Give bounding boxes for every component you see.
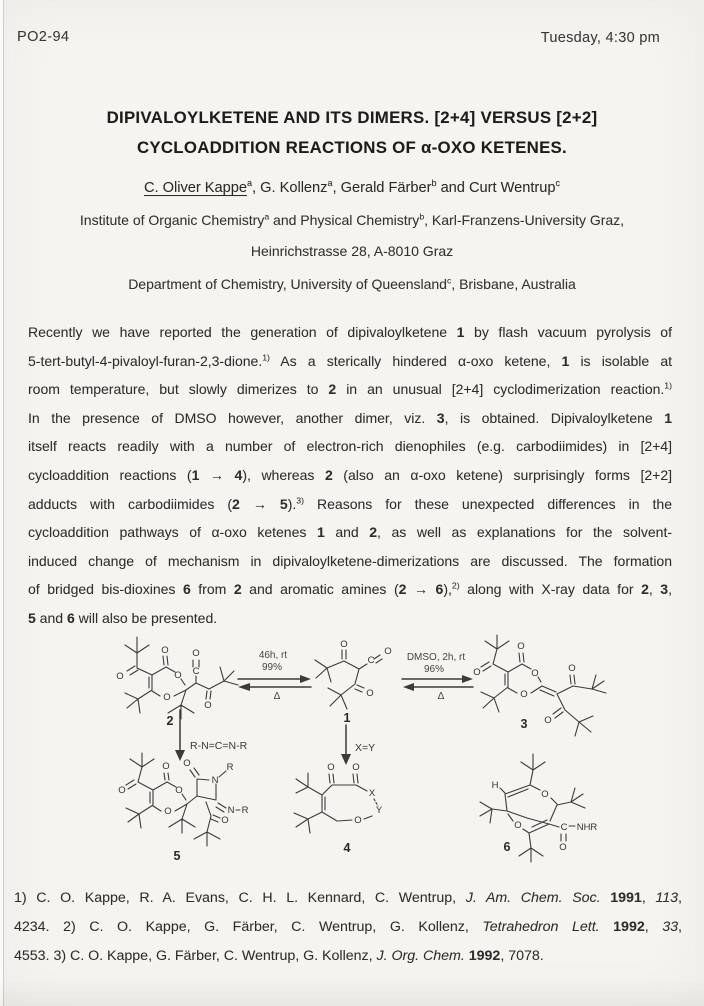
abstract-line: cycloaddition reactions (1 → 4), whereas 2 (also an α-oxo ketene) surprisingly forms [2+2] <box>28 466 673 483</box>
affiliation-line-3: Department of Chemistry, University of Queensland$^c$, Brisbane, Australia <box>128 275 576 292</box>
atom-label-o: O <box>164 806 172 817</box>
abstract-line: cycloaddition pathways of α-oxo ketenes 1 and 2, as well as explanations for the solvent- <box>28 524 673 541</box>
abstract-line: adducts with carbodiimides (2 → 5).$^{3)}$ Reasons for these unexpected differences in the <box>28 494 672 512</box>
atom-label-o: O <box>183 758 191 769</box>
abstract-line: 5-tert-butyl-4-pivaloyl-furan-2,3-dione.$^{1)}$ As a sterically hindered α-oxo ketene, 1 is isolable at <box>28 351 672 369</box>
compound-1-structure <box>315 639 392 725</box>
abstract-line: induced change of mechanism in dipivaloylketene-dimerizations are discussed. The formation <box>28 552 672 569</box>
atom-label-o: O <box>544 715 552 726</box>
compound-6-structure <box>480 754 597 862</box>
atom-label-o: O <box>352 762 360 773</box>
atom-label-o: O <box>541 789 549 800</box>
reagent-label-carbodiimide: R-N=C=N-R <box>190 740 248 752</box>
reference-line: 1) C. O. Kappe, R. A. Evans, C. H. L. Kennard, C. Wentrup, J. Am. Chem. Soc. 1991, 113, <box>14 890 682 906</box>
atom-label-o: O <box>204 700 212 711</box>
paper-title <box>0 103 704 163</box>
reagent-label-dienophile: X=Y <box>355 742 376 754</box>
carbodiimide-arrow-2-5 <box>175 710 248 761</box>
paper-title-line2: CYCLOADDITION REACTIONS OF α-OXO KETENES. <box>136 138 568 157</box>
atom-label-c: C <box>367 655 375 666</box>
compound-label-5: 5 <box>173 849 181 863</box>
compound-label-6: 6 <box>503 840 511 854</box>
atom-label-o: O <box>161 645 169 656</box>
reference-line: 4553. 3) C. O. Kappe, G. Färber, C. Wentrup, G. Kollenz, J. Org. Chem. 1992, 7078. <box>14 948 544 964</box>
abstract-line: of bridged bis-dioxines 6 from 2 and aromatic amines (2 → 6),$^{2)}$ along with X-ray data for 2, 3, <box>28 580 672 598</box>
forward-arrowhead-icon <box>300 675 311 683</box>
down-arrowhead-icon <box>341 754 351 765</box>
equilibrium-arrows-2-1 <box>238 650 311 702</box>
compound-5-structure <box>118 753 248 863</box>
forward-arrowhead-icon <box>462 675 473 683</box>
authors-line: C. Oliver Kappe$^a$, G. Kollenz$^a$, Gerald Färber$^b$ and Curt Wentrup$^c$ <box>143 178 561 196</box>
reaction-scheme <box>0 622 704 892</box>
reference-line: 4234. 2) C. O. Kappe, G. Färber, C. Wentrup, G. Kollenz, Tetrahedron Lett. 1992, 33, <box>14 919 682 935</box>
atom-label-o: O <box>520 689 528 700</box>
atom-label-nhr: NHR <box>576 822 598 833</box>
atom-label-o: O <box>473 667 481 678</box>
atom-label-o: O <box>514 820 522 831</box>
atom-label-o: O <box>118 785 126 796</box>
atom-label-o: O <box>192 648 200 659</box>
compound-6-bonds <box>480 754 585 862</box>
atom-label-n: N <box>211 775 219 786</box>
atom-label-o: O <box>174 670 182 681</box>
abstract-line: In the presence of DMSO however, another dimer, viz. 3, is obtained. Dipivaloylketene 1 <box>28 409 673 426</box>
compound-label-1: 1 <box>343 711 351 725</box>
abstract-line: room temperature, but slowly dimerizes to 2 in an unusual [2+4] cyclodimerization reaction.$^{1)}$ <box>28 380 672 398</box>
atom-label-o: O <box>116 671 124 682</box>
atom-label-o: O <box>221 815 229 826</box>
atom-label-o: O <box>517 641 525 652</box>
abstract-paragraph <box>28 318 672 633</box>
reaction-yield: 96% <box>423 664 445 675</box>
atom-label-o: O <box>354 815 362 826</box>
compound-3-structure <box>473 635 606 736</box>
reverse-condition-delta: Δ <box>437 691 445 702</box>
atom-label-o: O <box>340 639 348 650</box>
paper-title-line1: DIPIVALOYLKETENE AND ITS DIMERS. [2+4] VERSUS [2+2] <box>106 108 598 127</box>
atom-label-c: C <box>560 822 568 833</box>
session-time: Tuesday, 4:30 pm <box>540 30 660 46</box>
compound-label-2: 2 <box>166 714 174 728</box>
reaction-yield: 99% <box>261 662 283 673</box>
atom-label-c: C <box>192 666 200 677</box>
atom-label-o: O <box>568 663 576 674</box>
abstract-line: 5 and 6 will also be presented. <box>28 609 218 626</box>
atom-label-o: O <box>162 761 170 772</box>
reverse-arrowhead-icon <box>403 683 414 691</box>
atom-label-h: H <box>491 780 499 791</box>
atom-label-y: Y <box>375 805 383 816</box>
atom-label-n: N <box>227 805 235 816</box>
atom-label-o: O <box>559 842 567 853</box>
atom-label-o: O <box>327 762 335 773</box>
atom-label-r: R <box>226 762 234 773</box>
affiliation-line-2: Heinrichstrasse 28, A-8010 Graz <box>250 243 454 259</box>
abstract-line: itself reacts readily with a number of electron-rich dienophiles (e.g. carbodiimides) in [2+4] <box>28 438 672 455</box>
references <box>14 884 682 971</box>
reverse-condition-delta: Δ <box>273 691 281 702</box>
atom-label-o: O <box>384 646 392 657</box>
atom-label-o: O <box>531 668 539 679</box>
compound-2-structure <box>116 637 238 728</box>
atom-label-o: O <box>163 692 171 703</box>
atom-label-o: O <box>366 688 374 699</box>
compound-label-4: 4 <box>343 841 351 855</box>
atom-label-r: R <box>241 805 249 816</box>
reaction-conditions: 46h, rt <box>258 650 288 661</box>
compound-label-3: 3 <box>520 717 528 731</box>
atom-label-x: X <box>368 788 376 799</box>
abstract-line: Recently we have reported the generation of dipivaloylketene 1 by flash vacuum pyrolysis of <box>28 324 672 340</box>
dienophile-arrow-1-4 <box>341 725 375 765</box>
compound-4-structure <box>294 762 383 855</box>
equilibrium-arrows-1-3 <box>402 652 473 702</box>
reaction-conditions: DMSO, 2h, rt <box>406 652 466 663</box>
reverse-arrowhead-icon <box>238 683 250 691</box>
poster-id: PO2-94 <box>17 29 70 45</box>
affiliation-line-1: Institute of Organic Chemistry$^a$ and Physical Chemistry$^b$, Karl-Franzens-University Graz, <box>79 211 625 228</box>
atom-label-o: O <box>175 785 183 796</box>
